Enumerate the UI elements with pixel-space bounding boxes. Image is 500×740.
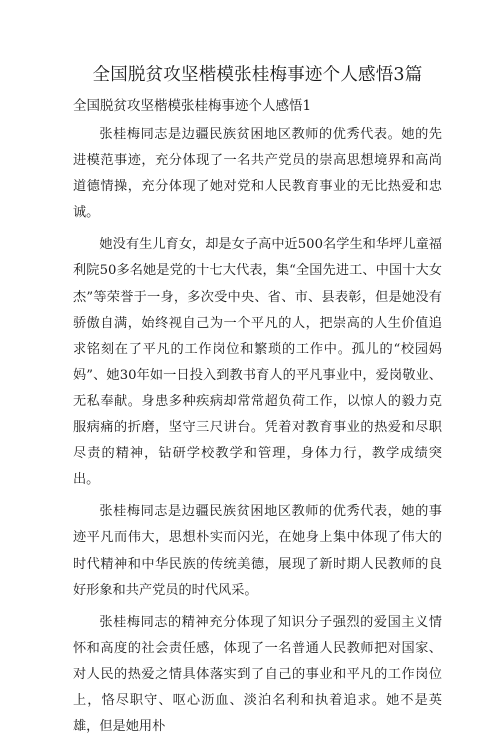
- paragraph-4: 张桂梅同志的精神充分体现了知识分子强烈的爱国主义情怀和高度的社会责任感，体现了一名普通人民教师把对国家、对人民的热爱之情具体落实到了自己的事业和平凡的工作岗位上，恪尽职守、呕心沥血、淡泊名利和执着追求。她不是英雄，但是她用朴: [73, 614, 442, 735]
- paragraph-3: 张桂梅同志是边疆民族贫困地区教师的优秀代表，她的事迹平凡而伟大，思想朴实而闪光，在她身上集中体现了伟大的时代精神和中华民族的传统美德，展现了新时期人民教师的良好形象和共产党员的时代风采。: [73, 504, 442, 598]
- document-title: 全国脱贫攻坚楷模张桂梅事迹个人感悟3篇: [92, 65, 423, 85]
- paragraph-1: 张桂梅同志是边疆民族贫困地区教师的优秀代表。她的先进模范事迹，充分体现了一名共产党员的崇高思想境界和高尚道德情操，充分体现了她对党和人民教育事业的无比热爱和忠诚。: [73, 127, 442, 221]
- document-subtitle: 全国脱贫攻坚楷模张桂梅事迹个人感悟1: [73, 98, 312, 114]
- paragraph-2: 她没有生儿育女，却是女子高中近500名学生和华坪儿童福利院50多名她是党的十七大代表，集“全国先进工、中国十大女杰”等荣誉于一身，多次受中央、省、市、县表彰，但是她没有骄傲自满，始终视自己为一个平凡的人，把崇高的人生价值追求铭刻在了平凡的工作岗位和繁琐的工作中。孤儿的“校园妈妈”、她30年如一日投入到教书育人的平凡事业中，爱岗敬业、无私奉献。身患多种疾病却常常超负荷工作，以惊人的毅力克服病痛的折磨，坚守三尺讲台。凭着对教育事业的热爱和尽职尽责的精神，钻研学校教学和管理，身体力行，教学成绩突出。: [73, 237, 442, 488]
